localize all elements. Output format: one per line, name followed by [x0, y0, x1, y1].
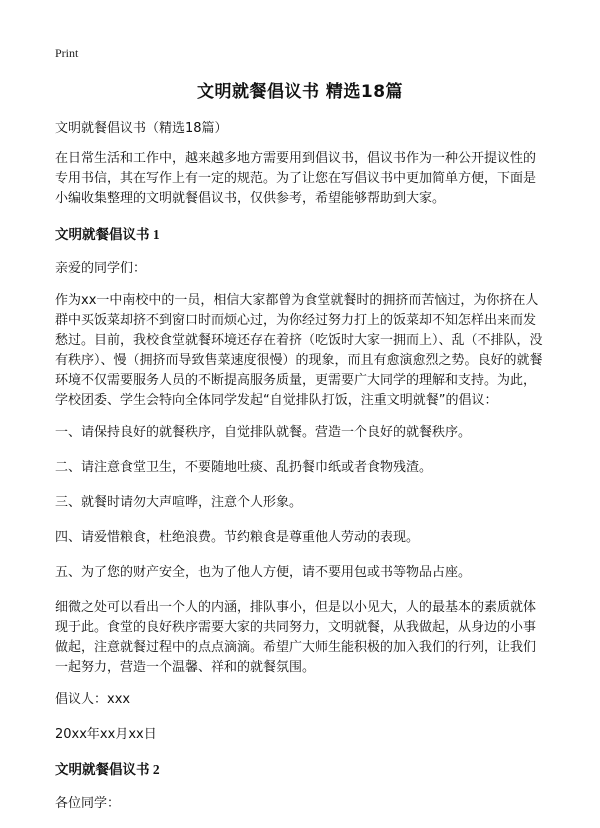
intro-paragraph: 在日常生活和工作中，越来越多地方需要用到倡议书，倡议书作为一种公开提议性的专用书信，其在写作上有一定的规范。为了让您在写倡议书中更加简单方便，下面是小编收集整理的文明就餐倡议书，仅供参考，希望能够帮助到大家。 [55, 151, 537, 206]
section-heading-1: 文明就餐倡议书 1 [55, 227, 160, 242]
section-heading-2: 文明就餐倡议书 2 [55, 762, 160, 777]
section-1-paragraph: 作为xx一中南校中的一员，相信大家都曾为食堂就餐时的拥挤而苦恼过，为你挤在人群中买饭菜却挤不到窗口时而烦心过，为你经过努力打上的饭菜却不知怎样出来而发愁过。目前，我校食堂就餐环境还存在着挤（吃饭时大家一拥而上）、乱（不排队，没有秩序）、慢（拥挤而导致售菜速度很慢）的现象，而且有愈演愈烈之势。良好的就餐环境不仅需要服务人员的不断提高服务质量，更需要广大同学的理解和支持。为此，学校团委、学生会特向全体同学发起“自觉排队打饭，注重文明就餐”的倡议： [55, 293, 543, 408]
section-2-greeting: 各位同学： [55, 796, 121, 811]
section-1-closing: 细微之处可以看出一个人的内涵，排队事小，但是以小见大，人的最基本的素质就体现于此。食堂的良好秩序需要大家的共同努力，文明就餐，从我做起，从身边的小事做起，注意就餐过程中的点点滴滴。希望广大师生能积极的加入我们的行列，让我们一起努力，营造一个温馨、祥和的就餐氛围。 [55, 600, 537, 675]
proposal-item-4: 四、请爱惜粮食，杜绝浪费。节约粮食是尊重他人劳动的表现。 [55, 530, 420, 545]
section-1-greeting: 亲爱的同学们： [55, 261, 147, 276]
print-link[interactable]: Print [55, 46, 79, 60]
proposal-item-2: 二、请注意食堂卫生，不要随地吐痰、乱扔餐巾纸或者食物残渣。 [55, 460, 433, 475]
document-body [55, 119, 545, 826]
proposal-item-1: 一、请保持良好的就餐秩序，自觉排队就餐。营造一个良好的就餐秩序。 [55, 425, 472, 440]
signature: 倡议人：xxx [55, 692, 131, 707]
proposal-item-5: 五、为了您的财产安全，也为了他人方便，请不要用包或书等物品占座。 [55, 565, 472, 580]
document-subtitle: 文明就餐倡议书（精选18篇） [55, 121, 228, 136]
date-line: 20xx年xx月xx日 [55, 727, 157, 742]
page-title: 文明就餐倡议书 精选18篇 [196, 82, 404, 102]
proposal-item-3: 三、就餐时请勿大声喧哗，注意个人形象。 [55, 495, 303, 510]
